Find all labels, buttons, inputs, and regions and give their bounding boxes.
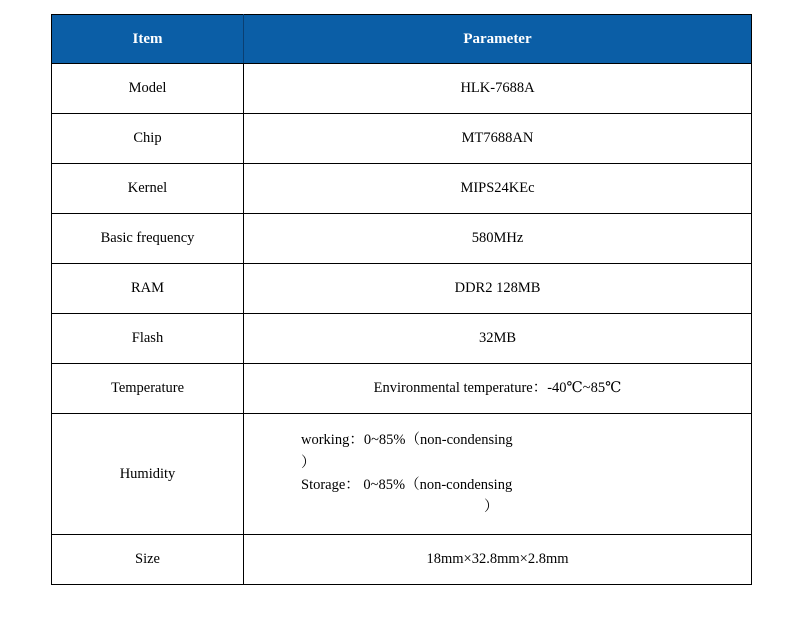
cell-item-kernel: Kernel — [52, 164, 244, 214]
cell-item-ram: RAM — [52, 264, 244, 314]
cell-item-humidity: Humidity — [52, 414, 244, 535]
table-row — [52, 164, 752, 214]
table-header-row — [52, 15, 752, 64]
cell-item-flash: Flash — [52, 314, 244, 364]
cell-item-basic-frequency: Basic frequency — [52, 214, 244, 264]
humidity-working-line: working：0~85%（non-condensing — [301, 432, 513, 449]
cell-parameter-ram: DDR2 128MB — [244, 264, 752, 314]
cell-parameter-model: HLK-7688A — [244, 64, 752, 114]
cell-item-temperature: Temperature — [52, 364, 244, 414]
column-header-item: Item — [52, 15, 244, 64]
humidity-text-block — [244, 429, 751, 519]
spec-table-container — [51, 14, 751, 585]
cell-parameter-basic-frequency: 580MHz — [244, 214, 752, 264]
table-row — [52, 264, 752, 314]
specification-table — [51, 14, 752, 585]
cell-parameter-flash: 32MB — [244, 314, 752, 364]
table-row — [52, 414, 752, 535]
column-header-parameter: Parameter — [244, 15, 752, 64]
cell-item-model: Model — [52, 64, 244, 114]
cell-parameter-size: 18mm×32.8mm×2.8mm — [244, 535, 752, 585]
humidity-storage-line: Storage： 0~85%（non-condensing — [301, 477, 513, 493]
clipped-heading-fragment — [51, 0, 171, 2]
humidity-working-close-paren: ） — [301, 454, 316, 471]
cell-item-size: Size — [52, 535, 244, 585]
cell-parameter-kernel: MIPS24KEc — [244, 164, 752, 214]
cell-parameter-chip: MT7688AN — [244, 114, 752, 164]
table-row — [52, 314, 752, 364]
cell-parameter-humidity — [244, 414, 752, 535]
table-row — [52, 364, 752, 414]
cell-item-chip: Chip — [52, 114, 244, 164]
table-row — [52, 214, 752, 264]
table-row — [52, 535, 752, 585]
cell-parameter-temperature: Environmental temperature：-40℃~85℃ — [244, 364, 752, 414]
humidity-storage-close-paren: ） — [484, 499, 499, 516]
table-row — [52, 64, 752, 114]
table-row — [52, 114, 752, 164]
table-header — [52, 15, 752, 64]
table-body — [52, 64, 752, 585]
